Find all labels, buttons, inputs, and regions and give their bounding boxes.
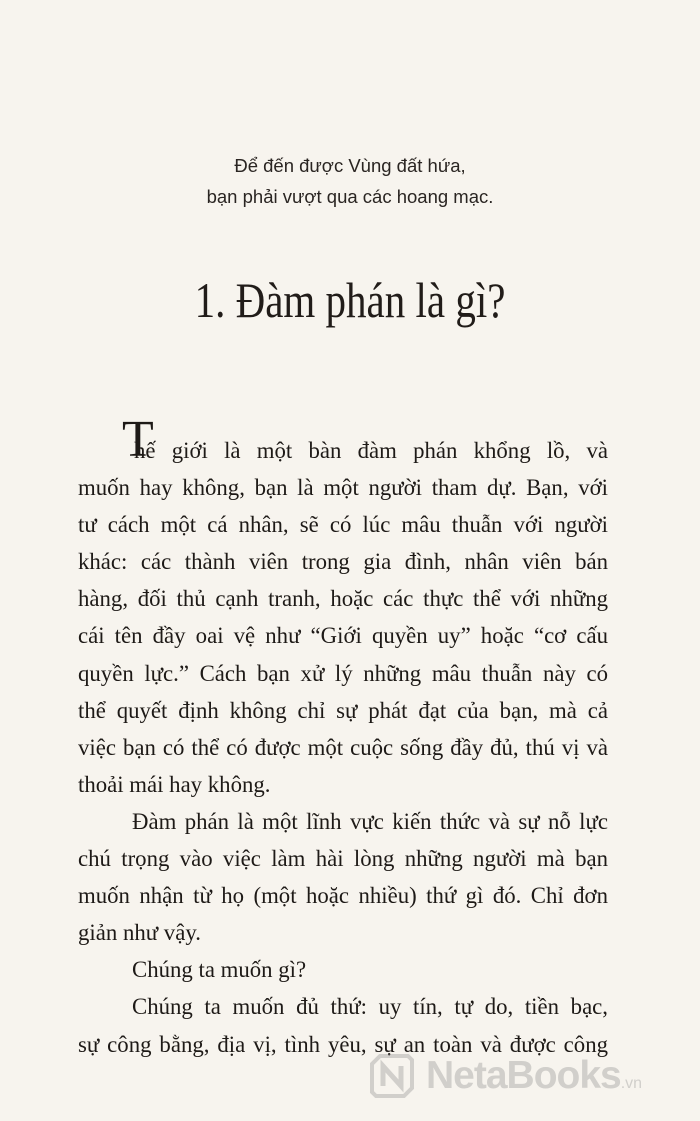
text-line: hàng, đối thủ cạnh tranh, hoặc các thực thể với những xyxy=(78,586,608,612)
text-line: việc bạn có thể có được một cuộc sống đầy đủ, thú vị và xyxy=(78,734,608,760)
text-line: Chúng ta muốn đủ thứ: uy tín, tự do, tiền bạc, xyxy=(132,994,608,1020)
text-line: chú trọng vào việc làm hài lòng những người mà bạn xyxy=(78,846,608,872)
text-line: muốn nhận từ họ (một hoặc nhiều) thứ gì đó. Chỉ đơn xyxy=(78,883,608,909)
epigraph-line-2: bạn phải vượt qua các hoang mạc. xyxy=(206,186,494,207)
text-line: Đàm phán là một lĩnh vực kiến thức và sự nỗ lực xyxy=(132,808,608,834)
watermark xyxy=(368,1048,688,1108)
text-line: cái tên đầy oai vệ như “Giới quyền uy” hoặc “cơ cấu xyxy=(78,623,608,649)
chapter-title: 1. Đàm phán là gì? xyxy=(194,272,506,328)
text-line: muốn hay không, bạn là một người tham dự. Bạn, với xyxy=(78,475,608,501)
text-line: khác: các thành viên trong gia đình, nhân viên bán xyxy=(78,549,608,575)
body-text xyxy=(78,411,608,1063)
epigraph xyxy=(0,150,700,212)
netabooks-logo-icon xyxy=(368,1052,416,1100)
drop-cap: T xyxy=(122,411,154,468)
paragraph-1-line-1: T hế giới là một bàn đàm phán khổng lồ, và xyxy=(122,411,608,468)
epigraph-line-1: Để đến được Vùng đất hứa, xyxy=(234,155,466,176)
text-line: thoải mái hay không. xyxy=(78,771,271,797)
text-line: tư cách một cá nhân, sẽ có lúc mâu thuẫn với người xyxy=(78,512,608,538)
watermark-text: NetaBooks.vn xyxy=(426,1054,643,1097)
text-line: giản như vậy. xyxy=(78,920,201,946)
text-line: sự công bằng, địa vị, tình yêu, sự an toàn và được công xyxy=(78,1031,608,1057)
text-line: thể quyết định không chỉ sự phát đạt của bạn, mà cả xyxy=(78,697,608,723)
text-line: Chúng ta muốn gì? xyxy=(132,957,307,983)
text-line: quyền lực.” Cách bạn xử lý những mâu thuẫn này có xyxy=(78,660,608,686)
